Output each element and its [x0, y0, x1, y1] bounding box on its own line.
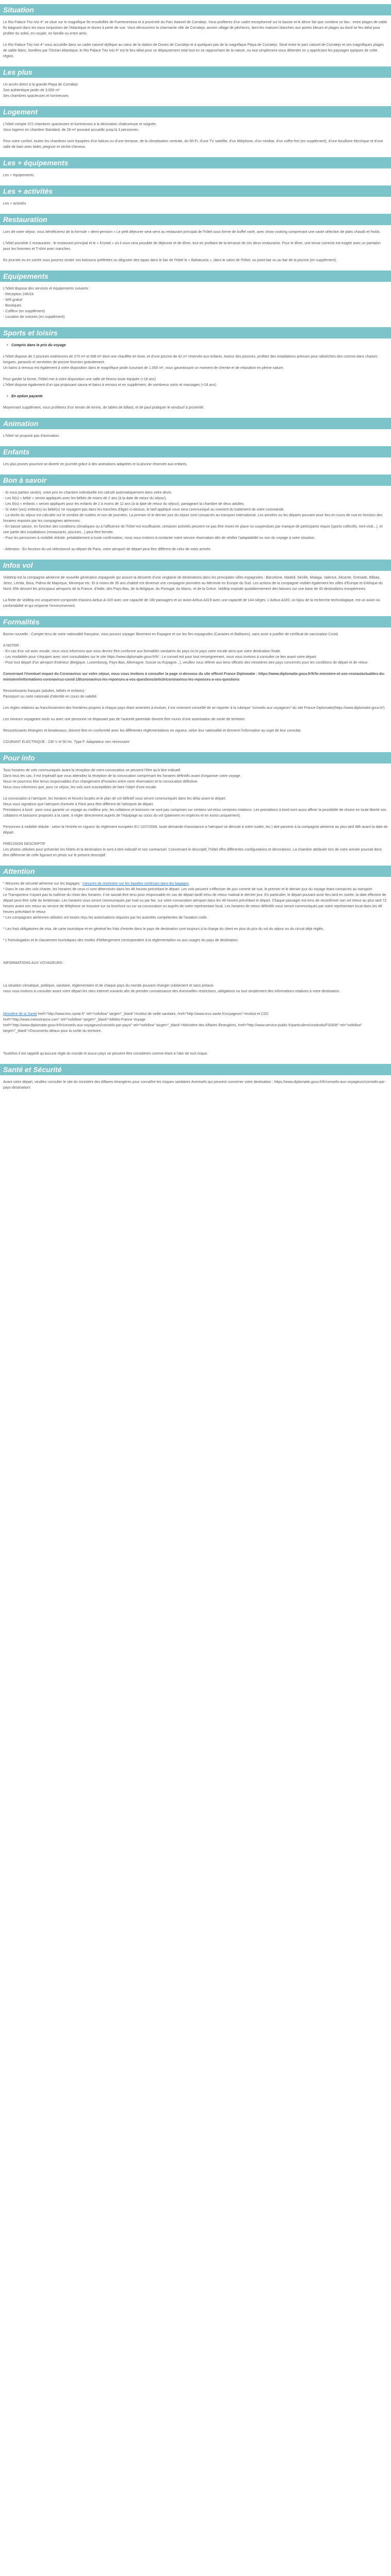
- section-infos-vol: [0, 560, 391, 609]
- paragraph: Lors de votre séjour, vous bénéficierez de la formule « demi-pension » Le petit déjeuner sera servi au restaurant principal de l'hôtel sous forme de buffet varié, avec show cooking comprenant une vaste sélection de plats chauds et froids.: [3, 230, 381, 234]
- paragraph: Ressortissants étrangers et binationaux, doivent être en conformité avec les différentes réglementations en vigueur, selon leur nationalité et donnent l'information au sujet de leur consulat.: [3, 729, 302, 733]
- paragraph: Les + équipements: [3, 174, 34, 177]
- paragraph: Pour votre confort, toutes les chambres sont équipées d'un balcon ou d'une terrasse, de la climatisation centrale, du Wi-Fi, d'une TV satellite, d'un téléphone, d'un minibar, d'un coffre-fort (en supplément), d'une bouilloire électrique et d'une salle de bain avec bidet, peignoir et sèche-cheveux.: [3, 140, 384, 149]
- paragraph: La convocation à l'aéroport, les horaires et heures locales et le plan de vol définitif vous seront communiqués dans les délai avant le départ. Nous vous signalons que l'aéroport d'arrivée à Paris peut être différent de l'aéroport de départ. Prestations à bord : pour vous garantir un voyage au meilleur prix, les collations et boissons ne sont pas comprises sur certains vol et/ou certaines rotations. Les prestations à bord sont aussi affiner la possibilité de choisir en toute liberté vos collations et boissons proposés à la carte, à régler directement auprès de l'équipage au cours du vol (paiement en espèces et en euros uniquement).: [3, 797, 386, 818]
- section-title-formalites: Formalités: [0, 616, 391, 628]
- paragraph: La flotte de Voldtrip est uniquement composée d'avions Airbus A-320 avec une capacité de 180 passagers et un avion Airbus A319 avec une capacité de 144 sièges. L'Airbus A320, un bijou de la recherche technologique, est un avion où confortabilité et qui respecte l'environnement.: [3, 599, 381, 608]
- paragraph: Pour garder la forme, l'hôtel met à votre disposition une salle de fitness toute équipée (+18 ans) L'hôtel dispose également d'un spa proposant sauna et bains à remous et en supplément, de nombreux soins et massages (+18 ans).: [3, 378, 217, 387]
- paragraph: [3, 881, 388, 921]
- subheading-option: • En option payante: [11, 394, 388, 399]
- paragraph: Les plus jeunes pourront se divertir en journée grâce à des animations adaptées et la piscine réservée aux enfants.: [3, 463, 188, 466]
- paragraph: Ressortissants français (adultes, bébés et enfants) : Passeport ou carte nationale d'identité en cours de validité.: [3, 689, 98, 699]
- section-title-enfants: Enfants: [0, 446, 391, 457]
- section-formalites: [0, 616, 391, 745]
- paragraph: Toutefois il est rappelé qu'aucune règle du monde et aucun pays ne peuvent être considérés comme étant à l'abri de tout risque.: [3, 1052, 208, 1056]
- paragraph: PRÉCISION DESCRIPTIF Les photos utilisées pour présenter les hôtels et la destination le sont à titre indicatif et non contractuel. Concernant le descriptif, l'hôtel offre différentes configurations et décorations. La chambre attribuée lors de votre arrivée pourrait donc être différente de celle figurant en photo sur le présent descriptif.: [3, 842, 382, 857]
- section-title-infos-vol: Infos vol: [0, 560, 391, 571]
- product-description: [0, 0, 391, 1113]
- section-restauration: [0, 214, 391, 263]
- liquids-restriction-link[interactable]: mesures de restriction sur les liquides continues dans les bagages: [83, 882, 189, 886]
- paragraph: L'hôtel ne propose pas d'animation.: [3, 434, 60, 438]
- section-enfants: [0, 446, 391, 467]
- paragraph: En journée ou en soirée vous pourrez siroter vos boissons préférées ou déguster des tapas dans le bar de l'hôtel le « Bahiacarta », dans le salon de l'hôtel, ou point-bar ou au bar de la piscine (en supplément).: [3, 259, 337, 262]
- section-equipements: [0, 270, 391, 320]
- paragraph: Les règles relatives au franchissement des frontières propres à chaque pays étant amenées à évoluer, il est vivement conseillé de se reporter à la rubrique "conseils aux voyageurs" du site France Diplomatie(https://www.diplomatie.gouv.fr/).: [3, 706, 386, 710]
- section-sante: [0, 1064, 391, 1091]
- paragraph: * Les frais obligatoires de visa, de carte touristique et en général les frais d'entrée dans le pays de destination sont toujours à la charge du client en plus du prix du vol du séjour ou du circuit déjà réglés.: [3, 927, 324, 931]
- paragraph: INFORMATIONS AUX VOYAGEURS :: [3, 961, 64, 965]
- ministere-sante-link[interactable]: Ministère de la Santé: [3, 1012, 37, 1016]
- section-title-bon-a-savoir: Bon à savoir: [0, 474, 391, 486]
- section-activites-plus: [0, 185, 391, 207]
- section-title-sports: Sports et loisirs: [0, 327, 391, 338]
- paragraph: L'hôtel dispose des services et équipements suivants : - Réception 24h/24 - Wifi gratuit - Boutiques - Coiffeur (en supplément) - Location de voitures (en supplément): [3, 287, 90, 319]
- paragraph: Avant votre départ, veuillez consulter le site du ministère des Affaires étrangères pour connaître les risques sanitaires éventuels qui peuvent concerner votre destination : https://www.diplomatie.gouv.fr/fr/conseils-aux-voyageurs/conseils-par-pays-destination/: [3, 1080, 386, 1090]
- paragraph: Moyennant supplément, vous profiterez d'un terrain de tennis, de tables de billard, et de paul pratiquer le windsurf à proximité.: [3, 406, 205, 410]
- section-title-attention: Attention: [0, 866, 391, 877]
- subheading-included: • Compris dans le prix du voyage: [11, 343, 388, 348]
- text: . * Dans le cas des vols charter, les horaires de ceux-ci sont déterminés dans les 48 heures précédant le départ. Les vols peuvent s'effectuer de jour comme de nuit, le premier et le dernier jour du voyage étant consacrés au transport. Le Transporteur n'ayant pas la maîtrise du choix des horaires, il ne saurait être tenu pour responsable en cas de départ tardif et/ou de retour matinal le dernier jour. En particulier, le départ pouvant avoir lieu tard en soirée, la date effective de départ peut être celle du lendemain. Les horaires vous seront communiqués par mail ou par fax, sur votre convocation aéroport dans les 48 heures précédant le départ. Chaque passager est tenu de reconfirmer son vol retour au plus tard 72 heures avant son retour au service de téléphone se trouvant sur sa brochure ou sur sa convocation ou auprès de notre représentant local. Les horaires de retour définitifs vous seront communiqués par notre représentant local dans les 48 heures précédant le retour. * Les compagnies aériennes utilisées ont toutes reçu les autorisations requises par les autorités compétentes de l'aviation civile.: [3, 882, 387, 920]
- paragraph: Les + activités: [3, 202, 26, 206]
- section-title-equipements-plus: Les + équipements: [0, 157, 391, 168]
- paragraph: Tous horaires de vols communiqués avant la réception de votre convocation ne peuvent l'être qu'à titre indicatif. Dans tous les cas, il est impératif que vous attendiez la réception de la convocation comprenant les horaires définitifs avant d'organiser votre voyage. Nous ne pourrons être tenus responsables d'un changement d'horaires entre votre réservation et la convocation définitive. Nous vous informons que, pour ce séjour, les vols sont susceptibles de faire l'objet d'une escale.: [3, 769, 241, 789]
- paragraph: Les mineurs voyageant seuls ou avec une personne ne disposant pas de l'autorité parentale doivent être munis d'une autorisation de sortie de territoire.: [3, 718, 246, 721]
- paragraph: L'hôtel possède 2 restaurants : le restaurant principal et le « Krystal » où il vous sera possible de déjeuner et de dîner, tout en profitant de la terrasse de ces deux restaurants. Pour le dîner, une tenue correcte est exigée avec un pantalon pour les hommes et T-shirt avec manches.: [3, 242, 382, 251]
- text: href="http://www.tms.sante.fr" rel="nofollow" target="_blank">Institut de veille sanitaire, href="http://www.invs.sante.fr/voyageurs">Institut et CDC href="http://www.metootrance.com" rel="nofollow" target="_blank">Météo France Voyage href="http://www.diplomatie.gouv.fr/fr/conseils-aux-voyageurs/conseils-par-pays/" rel="nofollow" target="_blank">Ministère des Affaires Étrangères, href="http://www.service-public.fr/particuliers/vosdroits/F32835" rel="nofollow" target="_blank">Documents idéaux pour la sortie du territoire.: [3, 1012, 362, 1033]
- section-title-restauration: Restauration: [0, 214, 391, 225]
- paragraph: COURANT ELECTRIQUE : 230 V et 50 Hz. Type F. Adaptateur non nécessaire.: [3, 740, 131, 744]
- paragraph: Personnes à mobilité réduite : selon la l'entrée en vigueur du règlement européen EU 1107/2006, toute demande d'assistance à l'aéroport se déroule à votre nuitée, etc.) doit parvenir à la compagnie aérienne au plus tard 48h avant la date de départ.: [3, 825, 389, 835]
- section-plus: [0, 66, 391, 99]
- section-pour-info: [0, 752, 391, 858]
- paragraph-emphasis: Concernant l'éventuel impact du Coronavirus sur votre séjour, nous vous invitons à consulter la page ci-dessous du site officiel France Diplomatie : https://www.diplomatie.gouv.fr/fr/le-ministere-et-son-reseau/actualites-du-ministere/informations-coronavirus-covid-19/coronavirus-les-reponses-a-vos-questions/article/coronavirus-les-reponses-a-vos-questions: [3, 672, 385, 682]
- section-title-pour-info: Pour info: [0, 752, 391, 764]
- section-title-logement: Logement: [0, 106, 391, 117]
- section-situation: [0, 4, 391, 59]
- paragraph: Le Rio Palace Trio Ivio 4* se situe sur le magnifique île ensoleillée de Fuerteventura et à proximité du Parc Naturel de Corralejo. Vous profiterez d'un cadre exceptionnel sur le bassin et le décor fait que combine ce lieu : entre plages de sable fin baignant dans les eaux turquoises de l'Atlantique et dunes à perte de vue. Vous découvrirez la charmante ville de Corralejo, ancien village de pêcheurs, dont les maisons blanches aux portes bleues et plages au bord se feu idéal pour profiter du soleil, en couple, en famille ou entre amis.: [3, 21, 388, 36]
- section-title-situation: Situation: [0, 4, 391, 15]
- section-logement: [0, 106, 391, 150]
- section-title-activites-plus: Les + activités: [0, 185, 391, 197]
- paragraph: L'hôtel compte 372 chambres spacieuses et lumineuses à la décoration chaleureuse et soignée. Vous logerez en chambre Standard, de 28 m² pouvant accueillir jusqu'à 3 personnes.: [3, 123, 157, 132]
- section-title-animation: Animation: [0, 418, 391, 429]
- section-title-sante: Santé et Sécurité: [0, 1064, 391, 1075]
- paragraph: - Si vous partiez seul(e), votre prix en chambre individuelle est calculé automatiquement dans votre devis. - Les lit(s) « bébé » seront appliqués avec les bébés de moins de 2 ans (à la date de retour du séjour). - Les lit(s) « enfants » seront appliqués pour les enfants de 2 à moins de 12 ans (à la date de retour du séjour), partageant la chambre de deux adultes. - Si votre (vos) enfant(s) ou bébé(s) ne voyagent pas dans les tranches d'âges ci-dessus, le tarif appliqué vous sera communiqué au moment du traitement de votre commande. - La durée du séjour est calculée sur le nombre de nuitées et non de journées. La premier et le dernier jour du séjour sont consacrés au transport international. Les arrivées ou les départs pouvant avoir lieu en cours de nuit en fonction des horaires imposés par les compagnies aériennes. - En basse saison, en fonction des conditions climatiques ou à l'affluence de l'hôtel est insuffisante, certaines activités peuvent ne pas être mises en place ou suspendues par manque de participants requis (sports collectifs, mini-club...), et une partie des installations (restaurants, piscines...) peut être fermée. - Pour les personnes à mobilité réduite, préalablement à toute confirmation, nous vous invitons à contacter notre service réservation afin de vérifier l'adaptabilité ou non du voyage à votre situation.: [3, 491, 383, 540]
- paragraph: * L'homologation et le classement touristiques des modes d'hébergement correspondent à la réglementation ou aux usages du pays de destination.: [3, 939, 239, 942]
- paragraph: Voldrtrip est la compagnie aérienne de nouvelle génération espagnole qui assure la desserte d'une vingtaine de destinations dans les principales villes espagnoles : Barcelone, Madrid, Séville, Malaga, Valence, Alicante, Grenade, Bilbao, Jerez, Lérida, Ibiza, Palma de Majorque, Minorque etc. Et à moins de 35 ans chaleté est devenue une compagnie pionnière au Mérrevie en Europe du Sud. Les actions de la compagnie visiblet également les villes d'Europe et d'Afrique du Nord. Elle dessert les principaux aéroports de la France, d'Italie, des Pays-Bas, de la Belgique, du Portugal, du Maroc, et de la Grèce. Voldtrip exploite quotidiennement des liaisons sur une base de 40 destinations européennes.: [3, 576, 384, 591]
- section-bon-a-savoir: [0, 474, 391, 552]
- section-attention: [0, 866, 391, 1057]
- paragraph: A NOTER : - En cas d'un vol avec escale, nous vous informons que vous devrez être conforme aux formalités sanitaires du pays où le pays votre escale ainsi que votre destination finale. - Les modalités pour s'équipes avec sont consultables sur le site https://www.diplomatie.gouv.fr/fr/ ; Le conseil est pour tout renseignement, nous vous invitons à consulter ce lien avant votre départ. - Pour tout départ d'un aéroport Extérieur (Belgique, Luxembourg, Pays-Bas, Allemagne, Suisse ou Espagne...), veuillez vous référer aux liens officiels des ministères des pays concernés pour les conditions de départ et de retour.: [3, 644, 369, 665]
- paragraph: Le Rio Palace Trio Ivio 4* vous accueille dans un cadre naturel idyllique au cœur de la station de Dunes de Corralejo et à quelques pas de la magnifique Playa de Corralejo. Situé entre le parc naturel de Corralejo et ses magnifiques plages de sable blanc, bordées par l'Océan Atlantique, le Rio Palace Trio Ivio 4* est le lieu idéal pour un dépaysement total tout en se rapprochant de la nature, ou tout simplement vous détendre en y appréciant les paysages typiques de cette région.: [3, 43, 385, 58]
- paragraph: La situation climatique, politique, sanitaire, réglementaire et de chaque pays du monde pouvant changer subitement et sans préavis nous vous invitons à consulter avant votre départ les sites internet suivants afin de prendre connaissance des éventuelles restrictions, obligations ou tout simplement des informations relatives à votre destination.: [3, 984, 340, 993]
- section-title-equipements: Equipements: [0, 270, 391, 282]
- paragraph: Un accès direct à la grande Playa de Corralejo Son authentique jardin de 3.000 m² Ses chambres spacieuses et lumineuses: [3, 83, 78, 98]
- section-equipements-plus: [0, 157, 391, 178]
- text: * Mesures de sécurité aérienne sur les bagages :: [3, 882, 83, 886]
- paragraph: - Attention : En fonction du vol sélectionné au départ de Paris, votre aéroport de départ peut être différent de celui de votre arrivée.: [3, 548, 211, 551]
- paragraph: [3, 1011, 388, 1034]
- section-title-plus: Les plus: [0, 66, 391, 78]
- section-sports: [0, 327, 391, 411]
- section-animation: [0, 418, 391, 439]
- paragraph: Bonne nouvelle ; Compte tenu de votre nationalité française, vous pouvez voyager librement en Espagne et sur les îles espagnoles (Canaries et Baléares), sans avoir à justifier de certificat de vaccination Covid.: [3, 633, 339, 636]
- paragraph: L'hôtel dispose de 2 piscines extérieures de 270 m² et 588 m² dont une chauffée en hiver, et d'une piscine de 42 m² réservée aux enfants. Autour des piscines, profitez des installations prévues pour rafraîchies des comme dans chaises longues, parasols et serviettes de piscine fournies gratuitement. Un bains à remous est également à votre disposition dans le magnifique jardin luxuriant de 1.000 m², vous garantissant un moment de chemie et de relaxation en pleine nature.: [3, 355, 378, 370]
